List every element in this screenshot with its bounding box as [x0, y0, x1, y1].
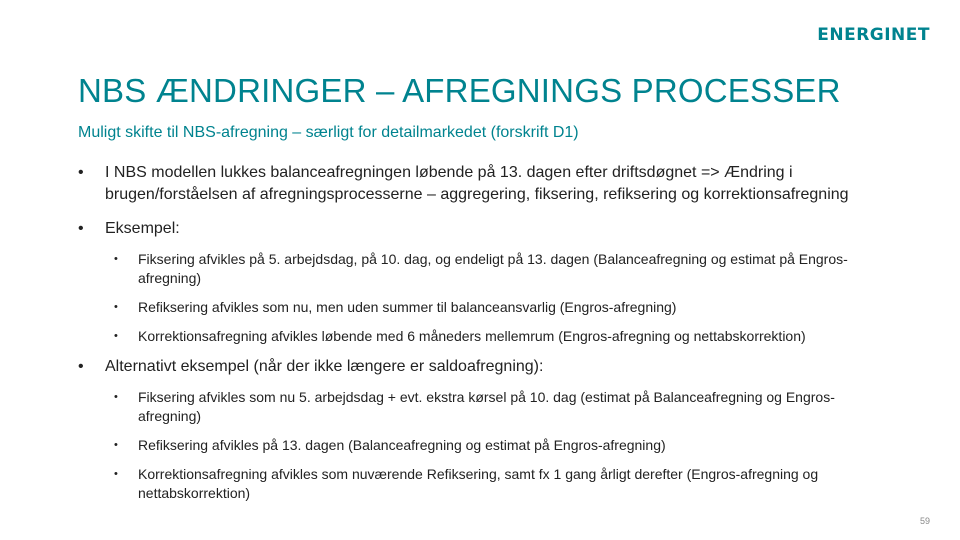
sub-bullet-text: Refiksering afvikles som nu, men uden summer til balanceansvarlig (Engros-afregning) — [138, 299, 677, 315]
sub-bullet-item — [78, 436, 888, 455]
bullet-icon: • — [114, 253, 118, 265]
example-list — [78, 250, 888, 346]
sub-bullet-text: Korrektionsafregning afvikles løbende med 6 måneders mellemrum (Engros-afregning og nettabskorrektion) — [138, 328, 806, 344]
bullet-icon: • — [114, 301, 118, 313]
slide-content — [78, 162, 888, 513]
sub-bullet-item — [78, 327, 888, 346]
bullet-icon: • — [78, 220, 84, 237]
energinet-logo: ENERGINET — [817, 25, 930, 45]
sub-bullet-text: Fiksering afvikles på 5. arbejdsdag, på 10. dag, og endeligt på 13. dagen (Balanceafregning og estimat på Engros-afregning) — [138, 251, 848, 286]
slide-subtitle: Muligt skifte til NBS-afregning – særligt for detailmarkedet (forskrift D1) — [78, 124, 579, 141]
sub-bullet-item — [78, 465, 888, 503]
bullet-text: Eksempel: — [105, 220, 180, 237]
page-number: 59 — [919, 516, 930, 526]
bullet-icon: • — [114, 468, 118, 480]
sub-bullet-item — [78, 388, 888, 426]
bullet-item — [78, 162, 888, 206]
slide-title: NBS ÆNDRINGER – AFREGNINGS PROCESSER — [78, 72, 841, 109]
sub-bullet-text: Korrektionsafregning afvikles som nuværende Refiksering, samt fx 1 gang årligt derefter (Engros-afregning og nettabskorrektion) — [138, 466, 819, 501]
bullet-text: I NBS modellen lukkes balanceafregningen løbende på 13. dagen efter driftsdøgnet => Ændring i brugen/forståelsen af afregningsprocesserne – aggregering, fiksering, refiksering og korrektionsafregning — [105, 164, 849, 203]
bullet-icon: • — [114, 330, 118, 342]
sub-bullet-item — [78, 250, 888, 288]
bullet-icon: • — [114, 439, 118, 451]
bullet-icon: • — [78, 358, 84, 375]
bullet-text: Alternativt eksempel (når der ikke længere er saldoafregning): — [105, 358, 544, 375]
bullet-item — [78, 218, 888, 240]
bullet-icon: • — [78, 164, 84, 181]
bullet-item — [78, 356, 888, 378]
sub-bullet-text: Fiksering afvikles som nu 5. arbejdsdag + evt. ekstra kørsel på 10. dag (estimat på Balanceafregning og Engros-afregning) — [138, 389, 835, 424]
sub-bullet-text: Refiksering afvikles på 13. dagen (Balanceafregning og estimat på Engros-afregning) — [138, 437, 666, 453]
bullet-icon: • — [114, 391, 118, 403]
sub-bullet-item — [78, 298, 888, 317]
alt-example-list — [78, 388, 888, 503]
